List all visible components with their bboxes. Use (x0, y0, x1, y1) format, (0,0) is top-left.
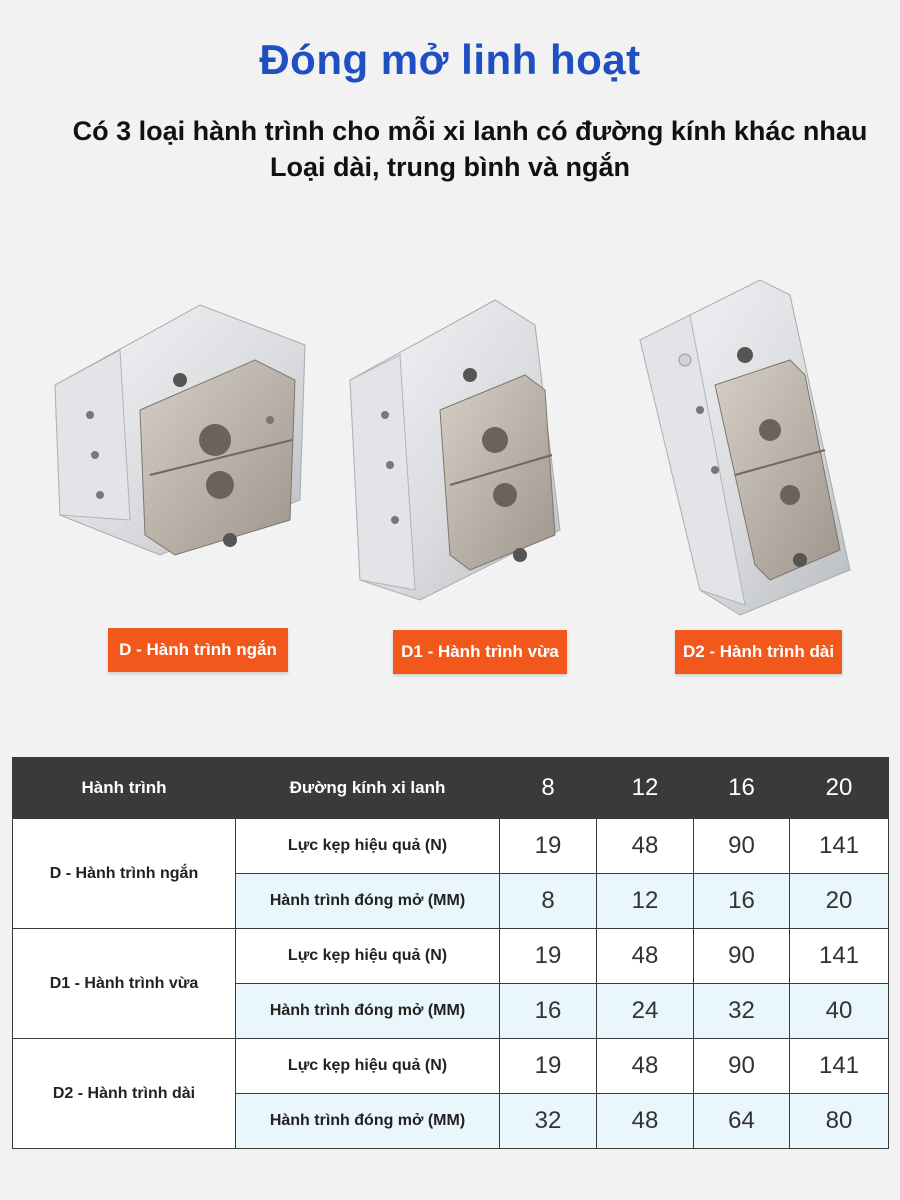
subtitle-line-1: Có 3 loại hành trình cho mỗi xi lanh có đường kính khác nhau (72, 116, 868, 146)
table-header-row (13, 758, 889, 819)
table-row (13, 1039, 889, 1094)
table-cell: 12 (597, 874, 694, 929)
group-label: D2 - Hành trình dài (13, 1039, 236, 1149)
group-label: D - Hành trình ngắn (13, 819, 236, 929)
header-diameter-12: 12 (597, 758, 694, 819)
badge-short-stroke: D - Hành trình ngắn (108, 628, 288, 672)
table-cell: 80 (790, 1094, 889, 1149)
table-cell: 48 (597, 1094, 694, 1149)
group-label: D1 - Hành trình vừa (13, 929, 236, 1039)
metric-label: Hành trình đóng mở (MM) (236, 874, 500, 929)
spec-table (12, 757, 889, 1149)
table-cell: 40 (790, 984, 889, 1039)
table-cell: 141 (790, 1039, 889, 1094)
table-cell: 141 (790, 819, 889, 874)
table-cell: 19 (500, 929, 597, 984)
badge-long-stroke: D2 - Hành trình dài (675, 630, 842, 674)
table-cell: 48 (597, 819, 694, 874)
header-diameter-8: 8 (500, 758, 597, 819)
table-cell: 48 (597, 1039, 694, 1094)
header-diameter: Đường kính xi lanh (236, 758, 500, 819)
table-row (13, 929, 889, 984)
table-row (13, 819, 889, 874)
subtitle-line-2: Loại dài, trung bình và ngắn (269, 152, 630, 182)
metric-label: Lực kẹp hiệu quả (N) (236, 1039, 500, 1094)
product-images (0, 270, 900, 630)
table-cell: 16 (694, 874, 790, 929)
table-cell: 90 (694, 819, 790, 874)
cylinder-short-image (55, 305, 305, 555)
metric-label: Lực kẹp hiệu quả (N) (236, 819, 500, 874)
header-diameter-16: 16 (694, 758, 790, 819)
cylinder-long-image (640, 280, 850, 615)
metric-label: Hành trình đóng mở (MM) (236, 984, 500, 1039)
table-cell: 64 (694, 1094, 790, 1149)
table-cell: 19 (500, 819, 597, 874)
table-cell: 32 (694, 984, 790, 1039)
header-diameter-20: 20 (790, 758, 889, 819)
badge-medium-stroke: D1 - Hành trình vừa (393, 630, 567, 674)
table-cell: 20 (790, 874, 889, 929)
table-cell: 90 (694, 1039, 790, 1094)
metric-label: Lực kẹp hiệu quả (N) (236, 929, 500, 984)
table-cell: 48 (597, 929, 694, 984)
header-stroke: Hành trình (13, 758, 236, 819)
table-cell: 24 (597, 984, 694, 1039)
cylinder-medium-image (350, 300, 560, 600)
table-cell: 141 (790, 929, 889, 984)
table-cell: 90 (694, 929, 790, 984)
metric-label: Hành trình đóng mở (MM) (236, 1094, 500, 1149)
table-cell: 16 (500, 984, 597, 1039)
page-title: Đóng mở linh hoạt (259, 36, 641, 83)
table-cell: 32 (500, 1094, 597, 1149)
table-cell: 8 (500, 874, 597, 929)
table-cell: 19 (500, 1039, 597, 1094)
